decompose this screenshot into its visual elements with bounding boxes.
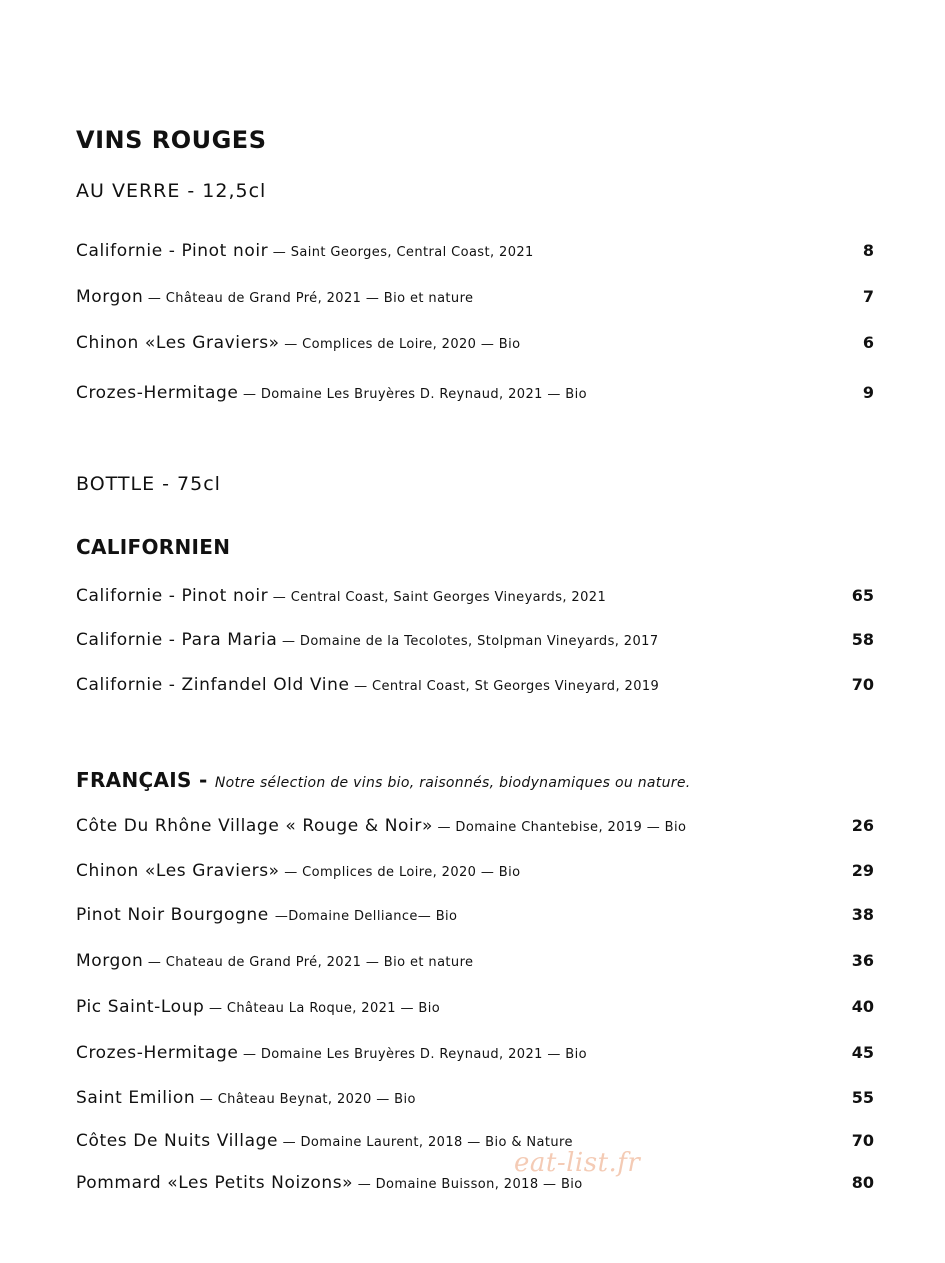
wine-price: 45 (851, 1043, 874, 1062)
wine-name: Crozes-Hermitage (76, 383, 239, 403)
wine-price: 26 (851, 816, 874, 835)
wine-detail: — Domaine Laurent, 2018 — Bio & Nature (278, 1135, 573, 1150)
wine-detail: — Château La Roque, 2021 — Bio (204, 1001, 441, 1016)
wine-name: Chinon «Les Graviers» (76, 333, 280, 353)
wine-price: 6 (862, 333, 874, 352)
wine-name: Californie - Para Maria (76, 630, 278, 650)
wine-row (76, 333, 874, 357)
wine-row (76, 905, 874, 929)
wine-name: Côte Du Rhône Village « Rouge & Noir» (76, 816, 433, 836)
wine-row (76, 586, 874, 610)
wine-name: Pommard «Les Petits Noizons» (76, 1173, 354, 1193)
wine-price: 70 (851, 1131, 874, 1150)
francais-heading-label: FRANÇAIS - (76, 768, 215, 792)
wine-detail: — Chateau de Grand Pré, 2021 — Bio et nature (143, 955, 474, 970)
francais-note: Notre sélection de vins bio, raisonnés, biodynamiques ou nature. (214, 775, 691, 791)
wine-detail: — Château Beynat, 2020 — Bio (195, 1092, 416, 1107)
wine-price: 40 (851, 997, 874, 1016)
wine-price: 29 (851, 861, 874, 880)
wine-detail: — Domaine Les Bruyères D. Reynaud, 2021 — Bio (238, 387, 587, 402)
wine-price: 70 (851, 675, 874, 694)
wine-name: Pic Saint-Loup (76, 997, 205, 1017)
wine-detail: — Saint Georges, Central Coast, 2021 (268, 245, 534, 260)
wine-detail: — Central Coast, St Georges Vineyard, 2019 (349, 679, 660, 694)
wine-price: 38 (851, 905, 874, 924)
wine-name: Morgon (76, 287, 144, 307)
wine-name: Californie - Pinot noir (76, 241, 269, 261)
wine-name: Californie - Pinot noir (76, 586, 269, 606)
wine-name: Chinon «Les Graviers» (76, 861, 280, 881)
wine-name: Pinot Noir Bourgogne (76, 905, 275, 925)
wine-price: 65 (851, 586, 874, 605)
wine-price: 55 (851, 1088, 874, 1107)
wine-name: Côtes De Nuits Village (76, 1131, 279, 1151)
wine-row (76, 1043, 874, 1067)
wine-row (76, 1131, 874, 1155)
bottle-heading: BOTTLE - 75cl (76, 473, 221, 495)
wine-price: 8 (862, 241, 874, 260)
wine-row (76, 241, 874, 265)
wine-detail: —Domaine Delliance— Bio (274, 909, 458, 924)
wine-detail: — Domaine Buisson, 2018 — Bio (353, 1177, 583, 1192)
wine-detail: — Complices de Loire, 2020 — Bio (279, 865, 521, 880)
wine-detail: — Domaine de la Tecolotes, Stolpman Vineyards, 2017 (277, 634, 659, 649)
wine-name: Californie - Zinfandel Old Vine (76, 675, 350, 695)
wine-row (76, 951, 874, 975)
wine-price: 9 (862, 383, 874, 402)
wine-name: Saint Emilion (76, 1088, 196, 1108)
francais-heading (76, 768, 691, 792)
wine-row (76, 1173, 874, 1197)
wine-price: 58 (851, 630, 874, 649)
wine-detail: — Domaine Les Bruyères D. Reynaud, 2021 — Bio (238, 1047, 587, 1062)
wine-row (76, 997, 874, 1021)
wine-price: 80 (851, 1173, 874, 1192)
wine-detail: — Central Coast, Saint Georges Vineyards, 2021 (268, 590, 607, 605)
wine-row (76, 1088, 874, 1112)
wine-price: 36 (851, 951, 874, 970)
wine-row (76, 861, 874, 885)
wine-detail: — Complices de Loire, 2020 — Bio (279, 337, 521, 352)
wine-price: 7 (862, 287, 874, 306)
wine-row (76, 816, 874, 840)
wine-row (76, 383, 874, 407)
wine-row (76, 287, 874, 311)
page-title: VINS ROUGES (76, 126, 267, 154)
watermark: eat-list.fr (514, 1148, 641, 1178)
wine-name: Morgon (76, 951, 144, 971)
californien-heading: CALIFORNIEN (76, 535, 231, 559)
wine-detail: — Château de Grand Pré, 2021 — Bio et nature (143, 291, 474, 306)
wine-row (76, 630, 874, 654)
by-glass-heading: AU VERRE - 12,5cl (76, 180, 267, 202)
wine-detail: — Domaine Chantebise, 2019 — Bio (432, 820, 687, 835)
wine-row (76, 675, 874, 699)
wine-name: Crozes-Hermitage (76, 1043, 239, 1063)
